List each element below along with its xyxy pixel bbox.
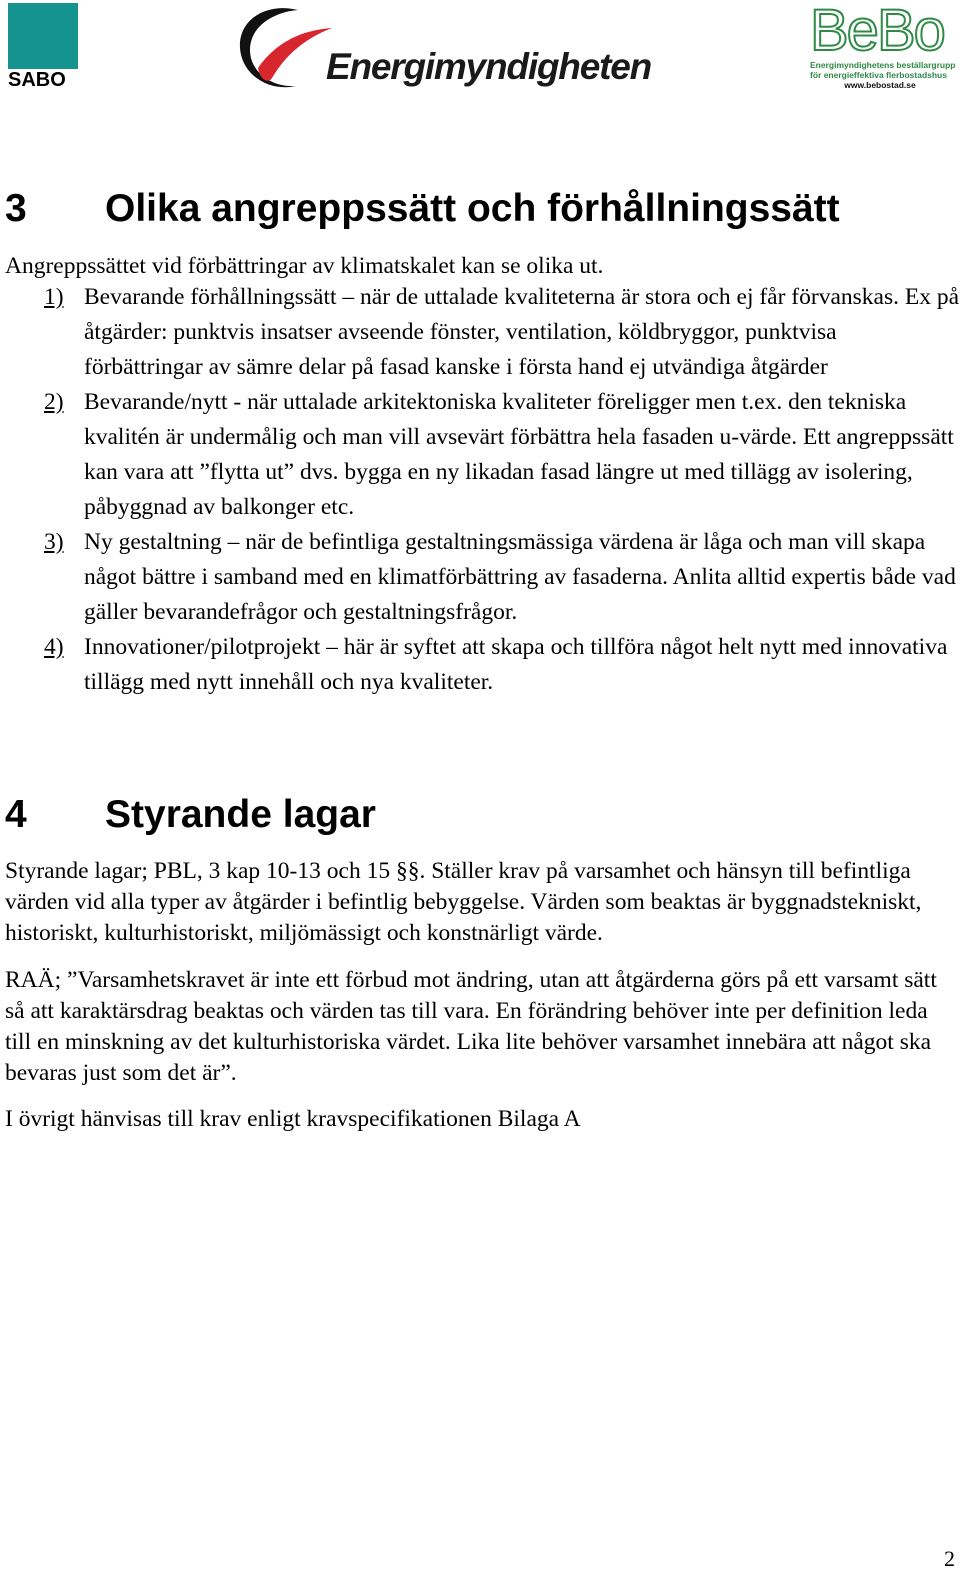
section-3-intro: Angreppssättet vid förbättringar av klimatskalet kan se olika ut. [5, 253, 604, 279]
sabo-logo-square [8, 3, 78, 69]
sabo-logo-text: SABO [8, 69, 66, 91]
energimyndigheten-swoosh-icon [236, 2, 336, 94]
list-item [5, 630, 960, 700]
section-4-title: Styrande lagar [105, 793, 376, 836]
section-4-paragraph-pbl: Styrande lagar; PBL, 3 kap 10-13 och 15 §§. Ställer krav på varsamhet och hänsyn till befintliga värden vid alla typer av åtgärder i befintlig bebyggelse. Värden som beaktas är byggnadstekniskt, historiskt, kulturhistoriskt, miljömässigt och konstnärligt värde. [5, 858, 922, 946]
section-4-heading [5, 792, 376, 838]
list-item-marker: 2) [44, 389, 64, 415]
list-item-text: Bevarande förhållningssätt – när de uttalade kvaliteterna är stora och ej får förvanskas. Ex på åtgärder: punktvis insatser avseende fönster, ventilation, köldbryggor, punktvisa förbättringar av sämre delar på fasad kanske i första hand ej utvändiga åtgärder [84, 284, 960, 380]
energimyndigheten-logo-text: Energimyndigheten [326, 46, 651, 87]
list-item [5, 525, 960, 630]
section-4-paragraph-raa: RAÄ; ”Varsamhetskravet är inte ett förbud mot ändring, utan att åtgärderna görs på ett varsamt sätt så att karaktärsdrag beaktas och värden tas till vara. En förändring behöver inte per definition leda till en minskning av det kulturhistoriska värdet. Lika lite behöver varsamhet innebära att något ska bevaras just som det är”. [5, 967, 937, 1086]
list-item-marker: 4) [44, 634, 64, 660]
list-item-text: Ny gestaltning – när de befintliga gestaltningsmässiga värdena är låga och man vill skapa något bättre i samband med en klimatförbättring av fasaderna. Anlita alltid expertis både vad gäller bevarandefrågor och gestaltningsfrågor. [84, 529, 956, 625]
section-4-paragraph-bilaga: I övrigt hänvisas till krav enligt kravspecifikationen Bilaga A [5, 1106, 581, 1132]
list-item-marker: 1) [44, 284, 64, 310]
approach-list [5, 280, 960, 700]
list-item-text: Bevarande/nytt - när uttalade arkitektoniska kvaliteter föreligger men t.ex. den tekniska kvalitén är undermålig och man vill avsevärt förbättra hela fasaden u-värde. Ett angreppssätt kan vara att ”flytta ut” dvs. bygga en ny likadan fasad längre ut med tillägg av isolering, påbyggnad av balkonger etc. [84, 389, 954, 520]
section-4-number: 4 [5, 793, 27, 836]
list-item-text: Innovationer/pilotprojekt – här är syftet att skapa och tillföra något helt nytt med innovativa tillägg med nytt innehåll och nya kvaliteter. [84, 634, 948, 695]
bebo-logo [810, 2, 956, 94]
list-item [5, 385, 960, 525]
list-item-marker: 3) [44, 529, 64, 555]
section-3-heading [5, 186, 840, 232]
bebo-logo-line2: för energieffektiva flerbostadshus [810, 70, 947, 80]
bebo-logo-url: www.bebostad.se [844, 80, 916, 90]
energimyndigheten-logo [236, 2, 656, 94]
list-item [5, 280, 960, 385]
section-3-title: Olika angreppssätt och förhållningssätt [105, 187, 840, 230]
section-3-number: 3 [5, 187, 27, 230]
sabo-logo [8, 3, 78, 91]
bebo-logo-mark: BeBo [810, 0, 944, 63]
bebo-logo-line1: Energimyndighetens beställargrupp [810, 60, 956, 70]
page-number: 2 [944, 1546, 955, 1571]
